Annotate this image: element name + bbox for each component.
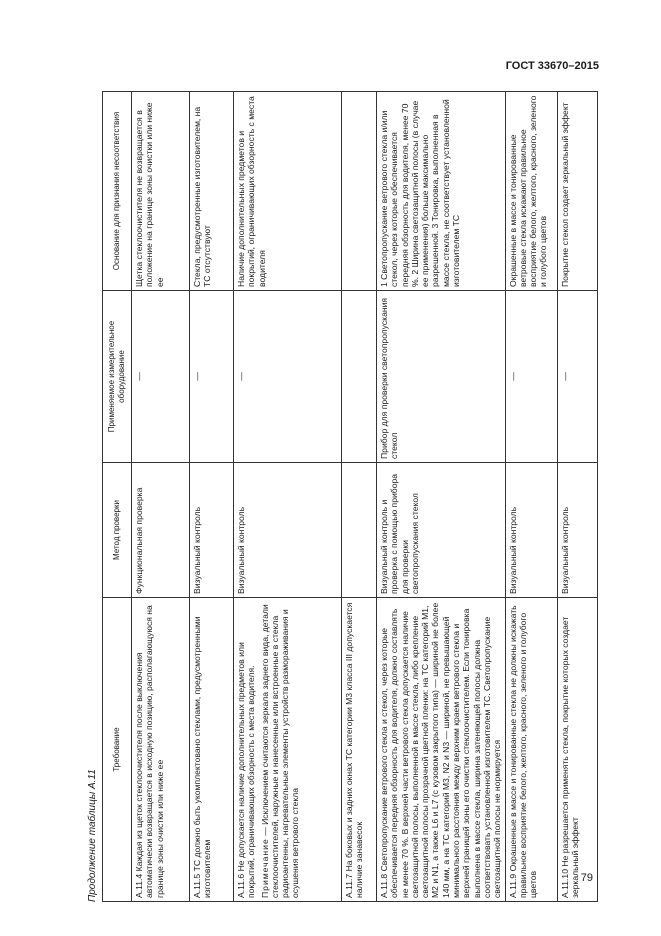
cell-method: Визуальный контроль и проверка с помощью прибора для проверки светопропускания стекол [377,463,506,598]
cell-basis [342,92,377,291]
header-basis: Основание для признания несоответствия [103,92,132,291]
cell-requirement: А.11.9 Окрашенные в массе и тонированные стекла не должны искажать правильное восприятие белого, желтого, красного, зеленого и голубого цветов [505,598,557,902]
cell-requirement: А.11.7 На боковых и задних окнах ТС категории M3 класса III допускается наличие занавесок [342,598,377,902]
cell-requirement [234,598,342,902]
header-equipment: Применяемое измерительное оборудование [103,291,132,463]
cell-basis: Покрытие стекол создает зеркальный эффект [557,92,597,291]
table-row [190,92,234,902]
table-row [505,92,557,902]
cell-basis: Окрашенные в массе и тонированные ветровые стекла искажают правильное восприятие белого, желтого, красного, зеленого и голубого цветов [505,92,557,291]
cell-equipment: — [190,291,234,463]
cell-method: Визуальный контроль [505,463,557,598]
cell-method: Визуальный контроль [557,463,597,598]
requirement-text: А.11.6 Не допускается наличие дополнительных предметов или покрытий, ограничивающих обзорность с места водителя. [236,642,257,898]
rotated-content [87,92,602,902]
cell-requirement: А.11.4 Каждая из щеток стеклоочистителя после выключения автоматически возвращается в исходную позицию, располагающуюся на границе зоны очистки или ниже ее [132,598,190,902]
cell-basis: 1 Светопропускание ветрового стекла и/или стекол, через которые обеспечивается передняя обзорность для водителя, менее 70 %. 2 Ширина светозащитной полосы (в случае ее применения) больше максимально разрешенной. 3 Тонировка, выполненная в массе стекла, не соответствует установленной изготовителем ТС [377,92,506,291]
standard-header: ГОСТ 33670–2015 [505,60,599,72]
cell-equipment [342,291,377,463]
cell-method: Функциональная проверка [132,463,190,598]
note-label: Примечание [259,838,270,898]
cell-method [342,463,377,598]
cell-equipment: — [234,291,342,463]
table-row [132,92,190,902]
page-number: 79 [580,872,593,884]
cell-equipment: — [132,291,190,463]
table-row [557,92,597,902]
cell-method: Визуальный контроль [190,463,234,598]
cell-method: Визуальный контроль [234,463,342,598]
note-text: — Исключением считаются зеркала заднего вида, детали стеклоочистителей, наружные и нанесенные или встроенные в стекла радиоантенны, нагревательные элементы устройств размораживания и осушения ветрового стекла [259,604,301,898]
cell-equipment: — [505,291,557,463]
cell-requirement: А.11.5 ТС должно быть укомплектовано стеклами, предусмотренными изготовителем [190,598,234,902]
header-requirement: Требование [103,598,132,902]
table-row [234,92,342,902]
cell-equipment: — [557,291,597,463]
requirements-table [102,91,598,902]
cell-basis: Стекла, предусмотренные изготовителем, на ТС отсутствуют [190,92,234,291]
requirement-note [260,601,301,898]
cell-requirement: А.11.10 Не разрешается применять стекла, покрытие которых создает зеркальный эффект [557,598,597,902]
table-row [342,92,377,902]
cell-requirement: А.11.8 Светопропускание ветрового стекла и стекол, через которые обеспечивается передняя обзорность для водителя, должно составлять не менее 70 %. В верхней части ветрового стекла допускается наличие светозащитной полосы, выполненной в массе стекла, либо крепление светозащитной полосы прозрачной цветной пленки: на ТС категорий M1, M2 и N1, а также L6 и L7 (с кузовом закрытого типа) — шириной не более 140 мм, а на ТС категорий M3, N2 и N3 — шириной, не превышающей минимального расстояния между верхним краем ветрового стекла и верхней границей зоны его очистки стеклоочистителем. Если тонировка выполнена в массе стекла, ширина затеняющей полосы должна соответствовать установленной изготовителем ТС. Светопропускание светозащитной полосы не нормируется [377,598,506,902]
cell-basis: Щетка стеклоочистителя не возвращается в положение на границе зоны очистки или ниже ее [132,92,190,291]
cell-equipment: Прибор для проверки светопропускания стекол [377,291,506,463]
header-method: Метод проверки [103,463,132,598]
table-row [377,92,506,902]
table-caption: Продолжение таблицы А.11 [87,769,98,902]
cell-basis: Наличие дополнительных предметов и покрытий, ограничивающих обзорность с места водителя [234,92,342,291]
table-header-row [103,92,132,902]
